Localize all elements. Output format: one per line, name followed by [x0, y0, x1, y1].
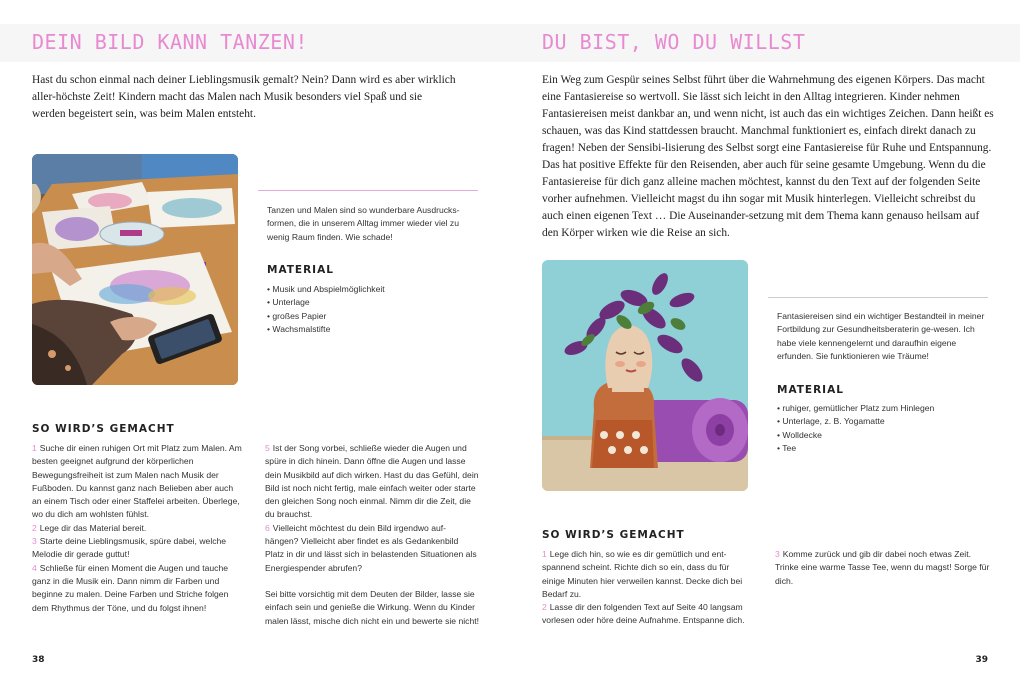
step-text: Ist der Song vorbei, schließe wieder die Augen und spüre in dich hinein. Dann öffne die Augen und lasse dein Musikbild auf dich wirken. Hast du das Gefühl, dein Bild ist noch nicht fertig, male einfach weiter oder starte den gleichen Song noch einmal. Nimm dir die Zeit, die du brauchst.: [265, 443, 479, 520]
step-item: [32, 442, 244, 522]
step-item: [265, 522, 479, 575]
right-page: [510, 0, 1020, 685]
step-text: Komme zurück und gib dir dabei noch etwas Zeit. Trinke eine warme Tasse Tee, wenn du magst! Sorge für dich.: [775, 549, 990, 586]
material-item: • Tee: [777, 442, 992, 455]
material-item: • großes Papier: [267, 310, 477, 323]
photo-caption: Fantasiereisen sind ein wichtiger Bestandteil in meiner Fortbildung zur Gesundheitsberaterin ge-wesen. Ich habe viele kennengelernt und daraufhin eigene erfunden. Sie funktionieren wie Träume!: [777, 311, 985, 361]
intro-text: Hast du schon einmal nach deiner Lieblingsmusik gemalt? Nein? Dann wird es aber wirklich aller-höchste Zeit! Kindern macht das Malen nach Musik besonders viel Spaß und sie werden begeistert sein, was beim Malen entsteht.: [32, 74, 456, 120]
step-text: Suche dir einen ruhigen Ort mit Platz zum Malen. Am besten geeignet aufgrund der körperlichen Bewegungsfreiheit ist zum Malen nach Musik der Fußboden. Du kannst ganz nach Belieben aber auch an einem Tisch oder einer Staffelei arbeiten. Überlege, wo du dich am wohlsten fühlst.: [32, 443, 242, 520]
plant-vase-photo: [542, 260, 748, 491]
steps-heading: SO WIRD’S GEMACHT: [542, 529, 685, 541]
step-number: 2: [542, 602, 547, 613]
note-text: Sei bitte vorsichtig mit dem Deuten der Bilder, lasse sie einfach sein und genieße die Wirkung. Wenn du Kinder malen lässt, mische dich nicht ein und bewerte sie nicht!: [265, 588, 479, 626]
step-number: 5: [265, 443, 270, 453]
steps-column-2: [265, 442, 479, 628]
caption-rule: [768, 297, 988, 298]
step-item: [775, 548, 990, 588]
step-text: Starte deine Lieblingsmusik, spüre dabei, welche Melodie dir gerade guttut!: [32, 536, 227, 560]
step-text: Lasse dir den folgenden Text auf Seite 40 langsam vorlesen oder höre deine Aufnahme. Entspanne dich.: [542, 602, 745, 626]
step-text: Lege dich hin, so wie es dir gemütlich und ent-spannend scheint. Richte dich so ein, dass du für einige Minuten hier verweilen kannst. Decke dich bei Bedarf zu.: [542, 549, 743, 599]
material-item: • Wolldecke: [777, 429, 992, 442]
step-number: 3: [775, 549, 780, 559]
steps-column-2: [775, 548, 990, 588]
steps-column-1: [32, 442, 244, 615]
material-item: • ruhiger, gemütlicher Platz zum Hinlegen: [777, 402, 992, 415]
painting-photo: [32, 154, 238, 385]
page-number: 38: [32, 655, 45, 665]
step-number: 6: [265, 522, 270, 533]
steps-heading: SO WIRD’S GEMACHT: [32, 423, 175, 435]
step-number: 1: [32, 443, 37, 453]
material-heading: MATERIAL: [777, 384, 844, 396]
step-text: Vielleicht möchtest du dein Bild irgendwo auf-hängen? Vielleicht aber findet es als Gedankenbild Platz in dir und lässt sich in belastenden Situationen als Energiespender abrufen?: [265, 522, 477, 573]
step-item: [32, 562, 244, 615]
material-list: [267, 283, 477, 336]
step-text: Lege dir das Material bereit.: [39, 522, 147, 533]
step-item: [542, 601, 754, 628]
page-title: DEIN BILD KANN TANZEN!: [32, 30, 308, 54]
caption-rule: [258, 190, 478, 191]
step-number: 4: [32, 562, 37, 573]
steps-column-1: [542, 548, 754, 628]
material-item: • Unterlage, z. B. Yogamatte: [777, 415, 992, 428]
step-item: [32, 535, 244, 562]
material-list: [777, 402, 992, 455]
material-item: • Musik und Abspielmöglichkeit: [267, 283, 477, 296]
step-text: Schließe für einen Moment die Augen und tauche ganz in die Musik ein. Dann nimm dir Farben und beginne zu malen. Deine Farben und Striche folgen dem Rhythmus der Töne, und du folgst ihnen!: [32, 562, 229, 613]
step-number: 1: [542, 549, 547, 559]
material-heading: MATERIAL: [267, 264, 334, 276]
step-number: 2: [32, 522, 37, 533]
page-number: 39: [975, 655, 988, 665]
photo-caption: Tanzen und Malen sind so wunderbare Ausdrucks-formen, die in unserem Alltag immer wieder viel zu wenig Raum finden. Wie schade!: [267, 205, 460, 242]
intro-text: Ein Weg zum Gespür seines Selbst führt über die Wahrnehmung des eigenen Körpers. Das macht eine Fantasiereise so wertvoll. Sie lässt sich leicht in den Alltag integrieren. Kinder nehmen Fantasiereisen meist dankbar an, und wenn nicht, ist auch das ein wichtiges Zeichen. Dann heißt es schauen, was das Kind stattdessen braucht. Manchmal funktioniert es, einfach direkt danach zu fragen! Neben der Sensibi-lisierung des Selbst sorgt eine Fantasiereise für Ruhe und Entspannung. Das hat positive Effekte für den Reisenden, aber auch für seine gesamte Umgebung. Wenn du die Fantasiereise für dich ganz alleine machen möchtest, kannst du den Text auf der folgenden Seite vorher aufnehmen. Vielleicht magst du ihn sogar mit Musik hinterlegen. Vielleicht schreibst du auch einen eigenen Text … Die Auseinander-setzung mit dem Thema kann genauso heilsam auf den Körper wirken wie die Reise an sich.: [542, 74, 994, 239]
material-item: • Wachsmalstifte: [267, 323, 477, 336]
step-item: [265, 442, 479, 522]
material-item: • Unterlage: [267, 296, 477, 309]
step-item: [542, 548, 754, 601]
page-title: DU BIST, WO DU WILLST: [542, 30, 806, 54]
step-number: 3: [32, 536, 37, 547]
step-item: [32, 522, 244, 535]
